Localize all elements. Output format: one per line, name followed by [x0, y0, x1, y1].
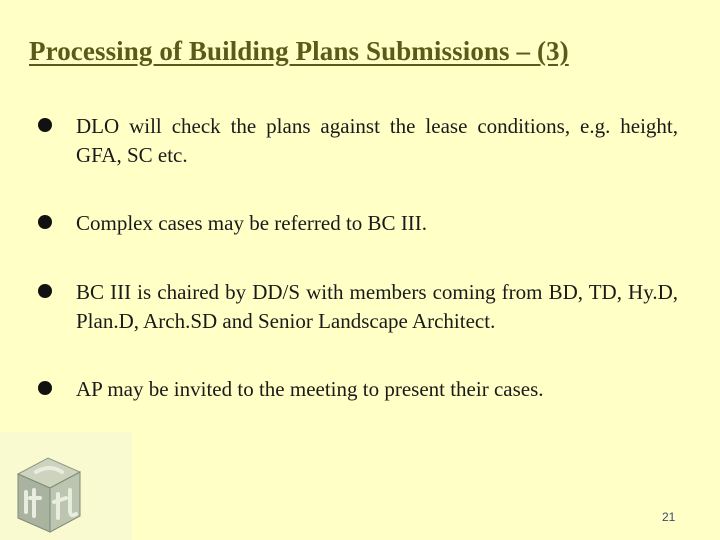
bullet-text: BC III is chaired by DD/S with members coming from BD, TD, Hy.D, Plan.D, Arch.SD and Senior Landscape Architect.: [76, 280, 678, 333]
page-number: 21: [662, 510, 676, 524]
bullet-dot-icon: [38, 381, 52, 395]
cube-logo-icon: [0, 432, 132, 540]
bullet-dot-icon: [38, 118, 52, 132]
bullet-text: DLO will check the plans against the lease conditions, e.g. height, GFA, SC etc.: [76, 114, 678, 167]
bullet-dot-icon: [38, 284, 52, 298]
slide-title: Processing of Building Plans Submissions – (3): [29, 36, 569, 66]
bullet-dot-icon: [38, 215, 52, 229]
bullet-text: Complex cases may be referred to BC III.: [76, 211, 428, 235]
bullet-text: AP may be invited to the meeting to present their cases.: [76, 377, 544, 401]
